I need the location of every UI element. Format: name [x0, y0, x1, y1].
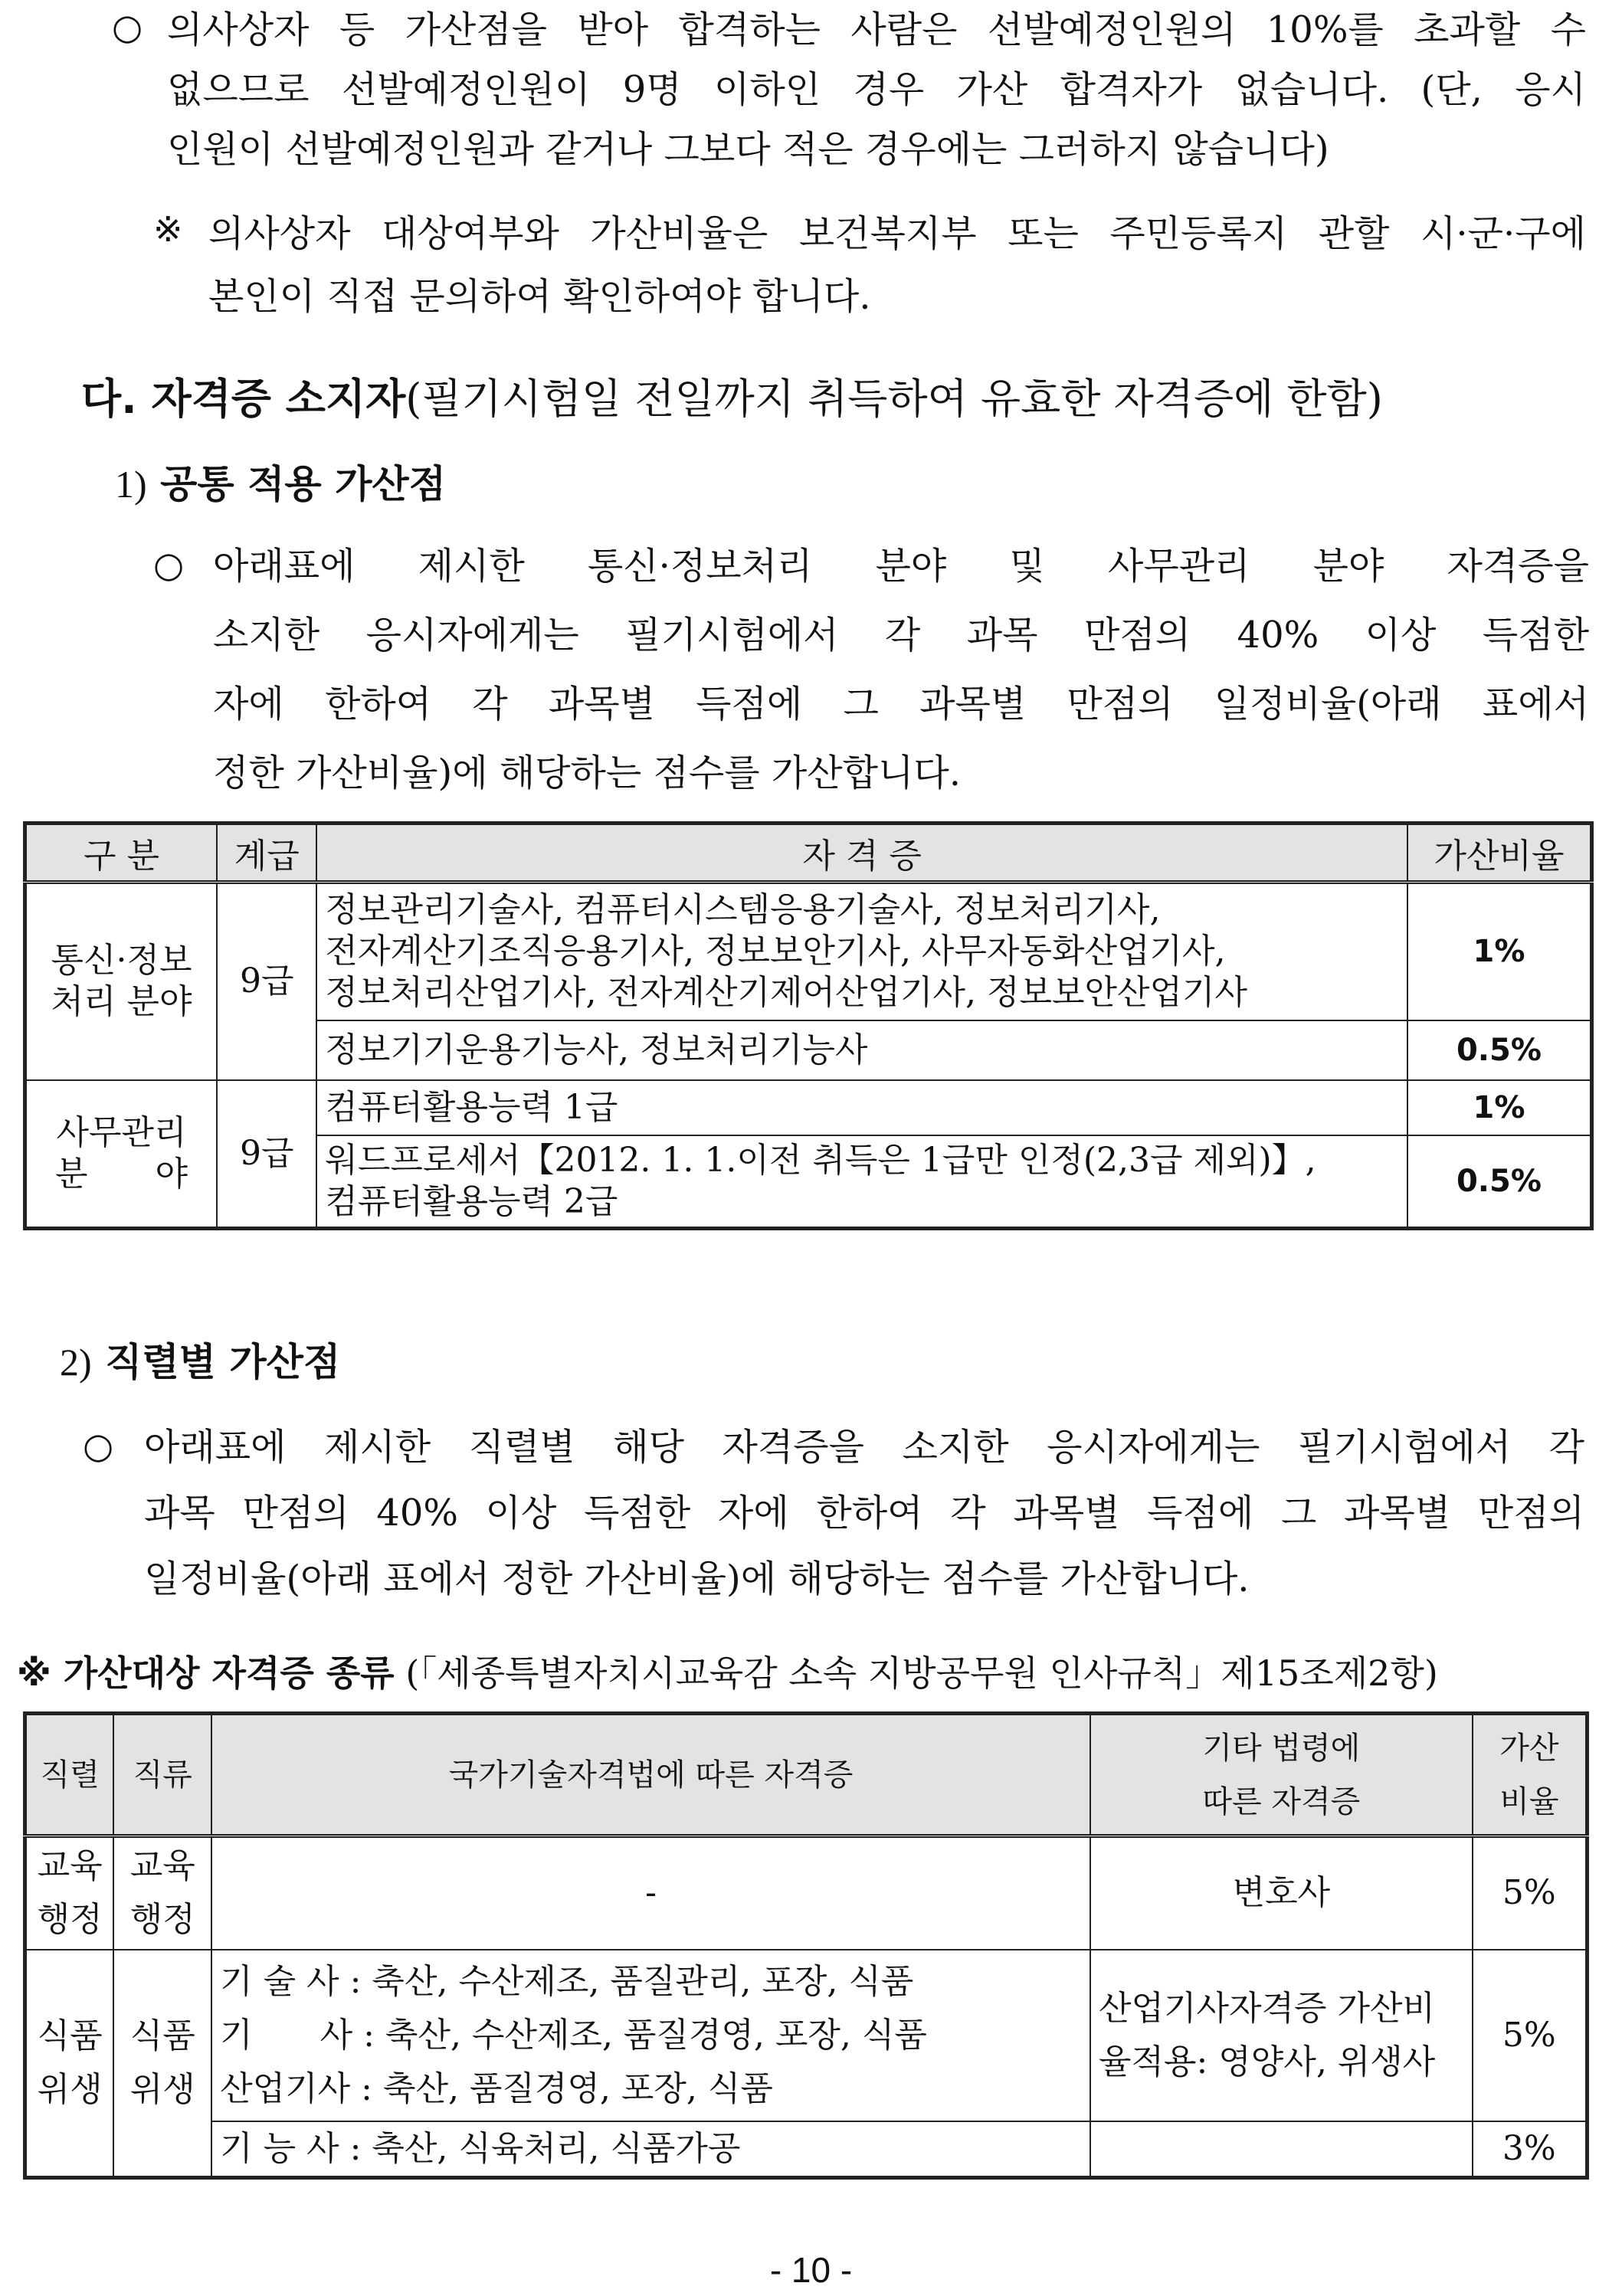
kind-cell: [113, 1836, 211, 1950]
cell-line: 행정: [129, 1900, 195, 1940]
kind-cell: [113, 1950, 211, 2178]
header-certificate: 자 격 증: [316, 824, 1407, 883]
sub2-paragraph: [144, 1414, 1584, 1612]
text-line: 없으므로 선발예정인원이 9명 이하인 경우 가산 합격자가 없습니다. (단, 응시: [167, 68, 1586, 111]
bullet-circle: ○: [83, 1425, 114, 1466]
subsection-number: 2): [60, 1341, 92, 1384]
bullet-circle: ○: [153, 544, 185, 585]
rate-cell: 1%: [1407, 1080, 1592, 1135]
header-other-certificate: [1090, 1714, 1473, 1836]
rate-cell: 0.5%: [1407, 1135, 1592, 1229]
category-label: 분 야: [55, 1154, 188, 1194]
certificate-cell: 정보기기운용기능사, 정보처리기능사: [316, 1020, 1407, 1080]
certificate-cell: [316, 1135, 1407, 1229]
certificate-text: 컴퓨터활용능력 2급: [325, 1181, 618, 1221]
table-row: [25, 1836, 1588, 1950]
cell-line: 위생: [37, 2069, 103, 2109]
certificate-text: 정보처리산업기사, 전자계산기제어산업기사, 정보보안산업기사: [325, 973, 1247, 1013]
certificate-types-note: [17, 1646, 1438, 1696]
text-line: 자에 한하여 각 과목별 득점에 그 과목별 만점의 일정비율(아래 표에서: [213, 683, 1589, 725]
subsection-heading: [60, 1331, 340, 1387]
cell-line: 식품: [37, 2016, 103, 2055]
cell-line: 산업기사자격증 가산비: [1098, 1988, 1436, 2028]
rate-cell: 0.5%: [1407, 1020, 1592, 1080]
text-line: 아래표에 제시한 통신·정보처리 분야 및 사무관리 분야 자격증을: [213, 545, 1589, 588]
text-line: 일정비율(아래 표에서 정한 가산비율)에 해당하는 점수를 가산합니다.: [144, 1557, 1250, 1600]
header-grade: 계급: [217, 824, 316, 883]
subsection-title: 직렬별 가산점: [105, 1340, 341, 1384]
text-line: 정한 가산비율)에 해당하는 점수를 가산합니다.: [213, 752, 962, 794]
subsection-number: 1): [115, 463, 147, 506]
header-line: 가산: [1499, 1730, 1559, 1766]
note-title: ※ 가산대상 자격증 종류: [17, 1652, 395, 1694]
cell-line: 율적용: 영양사, 위생사: [1098, 2042, 1436, 2081]
national-certificate-cell: 기 능 사 : 축산, 식육처리, 식품가공: [211, 2121, 1090, 2178]
series-cell: [25, 1836, 114, 1950]
text-line: 의사상자 등 가산점을 받아 합격하는 사람은 선발예정인원의 10%를 초과할 수: [167, 8, 1586, 51]
cell-line: 위생: [129, 2069, 195, 2109]
cell-line: 행정: [37, 1900, 103, 1940]
page-number: - 10 -: [769, 2250, 853, 2290]
cell-line: 기 술 사 : 축산, 수산제조, 품질관리, 포장, 식품: [220, 1961, 914, 2001]
bullet-circle: ○: [112, 6, 143, 47]
text-line: 과목 만점의 40% 이상 득점한 자에 한하여 각 과목별 득점에 그 과목별 만점의: [144, 1492, 1584, 1534]
cell-line: 산업기사 : 축산, 품질경영, 포장, 식품: [220, 2068, 773, 2108]
rate-cell: 3%: [1473, 2121, 1588, 2178]
header-category: 구 분: [25, 824, 218, 883]
category-label: 사무관리: [56, 1112, 187, 1152]
series-cell: [25, 1950, 114, 2178]
rate-cell: 5%: [1473, 1950, 1588, 2121]
rate-cell: 5%: [1473, 1836, 1588, 1950]
category-cell: [25, 883, 218, 1080]
note-reference: (「세종특별자치시교육감 소속 지방공무원 인사규칙」제15조제2항): [394, 1652, 1438, 1694]
certificate-cell: [316, 883, 1407, 1020]
header-bonus-rate: [1473, 1714, 1588, 1836]
common-bonus-table: [23, 821, 1594, 1230]
category-label: 통신·정보: [51, 941, 192, 981]
other-certificate-cell: 변호사: [1090, 1836, 1473, 1950]
grade-cell: 9급: [217, 883, 316, 1080]
rate-cell: 1%: [1407, 883, 1592, 1020]
grade-cell: 9급: [217, 1080, 316, 1229]
sub1-paragraph: [213, 532, 1589, 807]
note1-paragraph: [208, 202, 1586, 328]
cell-line: 식품: [129, 2016, 195, 2055]
certificate-text: 워드프로세서【2012. 1. 1.이전 취득은 1급만 인정(2,3급 제외)】,: [325, 1140, 1316, 1180]
header-line: 비율: [1499, 1783, 1559, 1819]
category-cell: [25, 1080, 218, 1229]
cell-line: 기 사 : 축산, 수산제조, 품질경영, 포장, 식품: [220, 2015, 927, 2055]
certificate-cell: 컴퓨터활용능력 1급: [316, 1080, 1407, 1135]
cell-line: 교육: [129, 1846, 195, 1886]
header-series: 직렬: [25, 1714, 114, 1836]
header-line: 기타 법령에: [1202, 1730, 1361, 1766]
header-bonus-rate: 가산비율: [1407, 824, 1592, 883]
text-line: 아래표에 제시한 직렬별 해당 자격증을 소지한 응시자에게는 필기시험에서 각: [144, 1426, 1584, 1469]
note-mark: ※: [153, 208, 183, 250]
national-certificate-cell: [211, 1950, 1090, 2121]
table-row: [25, 883, 1592, 1020]
other-certificate-cell: [1090, 2121, 1473, 2178]
series-bonus-table: [23, 1711, 1589, 2180]
table-header-row: [25, 1714, 1588, 1836]
table-header-row: [25, 824, 1592, 883]
table-row: [25, 1950, 1588, 2121]
header-national-certificate: 국가기술자격법에 따른 자격증: [211, 1714, 1090, 1836]
certificate-text: 정보관리기술사, 컴퓨터시스템응용기술사, 정보처리기사,: [325, 890, 1161, 930]
national-certificate-cell: -: [211, 1836, 1090, 1950]
section-condition: (필기시험일 전일까지 취득하여 유효한 자격증에 한함): [405, 375, 1383, 423]
header-kind: 직류: [113, 1714, 211, 1836]
section-label: 다. 자격증 소지자: [81, 375, 406, 423]
header-line: 따른 자격증: [1202, 1783, 1361, 1819]
intro-paragraph: [167, 0, 1586, 179]
section-heading: [81, 366, 1383, 425]
cell-line: 교육: [37, 1846, 103, 1886]
certificate-text: 전자계산기조직응용기사, 정보보안기사, 사무자동화산업기사,: [325, 932, 1226, 971]
other-certificate-cell: [1090, 1950, 1473, 2121]
subsection-title: 공통 적용 가산점: [160, 462, 446, 506]
text-line: 본인이 직접 문의하여 확인하여야 합니다.: [208, 275, 871, 318]
text-line: 인원이 선발예정인원과 같거나 그보다 적은 경우에는 그러하지 않습니다): [167, 128, 1329, 171]
subsection-heading: [115, 454, 446, 509]
category-label: 처리 분야: [51, 982, 192, 1022]
table-row: [25, 1080, 1592, 1135]
text-line: 소지한 응시자에게는 필기시험에서 각 과목 만점의 40% 이상 득점한: [213, 614, 1589, 657]
table-row: [25, 2121, 1588, 2178]
text-line: 의사상자 대상여부와 가산비율은 보건복지부 또는 주민등록지 관할 시·군·구에: [208, 212, 1586, 255]
